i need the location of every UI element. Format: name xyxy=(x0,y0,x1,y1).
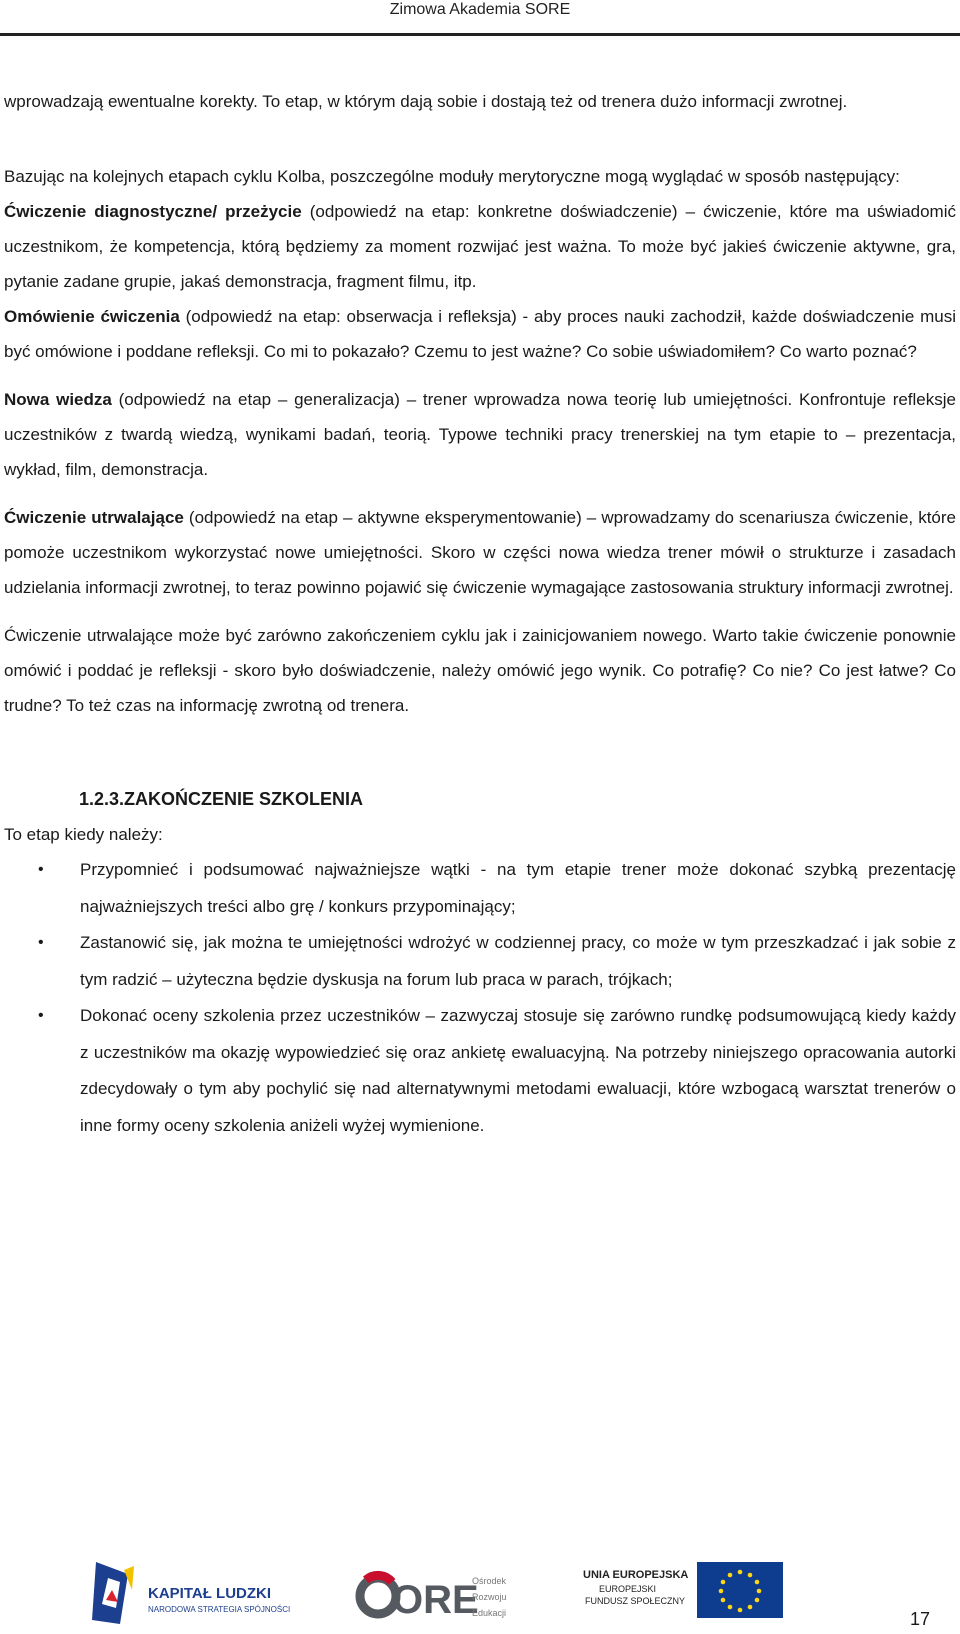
ore-logo xyxy=(352,1560,527,1630)
term-diagnostic-exercise: Ćwiczenie diagnostyczne/ przeżycie xyxy=(4,202,302,221)
footer-logos xyxy=(0,1560,960,1634)
bullet-icon: • xyxy=(38,934,44,951)
kapital-ludzki-subtitle: NARODOWA STRATEGIA SPÓJNOŚCI xyxy=(148,1605,291,1614)
ore-line-1: Ośrodek xyxy=(472,1576,507,1586)
paragraph-exercise-discussion xyxy=(4,299,956,369)
paragraph-consolidating-exercise xyxy=(4,500,956,605)
bullet-icon: • xyxy=(38,861,44,878)
term-exercise-discussion: Omówienie ćwiczenia xyxy=(4,307,180,326)
list-item: • Przypomnieć i podsumować najważniejsze wątki - na tym etapie trener może dokonać szybką prezentację najważniejszych treści albo grę / konkurs przypominający; xyxy=(4,852,956,925)
paragraph-diagnostic-exercise xyxy=(4,194,956,299)
eu-title: UNIA EUROPEJSKA xyxy=(583,1569,689,1581)
ore-line-3: Edukacji xyxy=(472,1608,507,1618)
term-new-knowledge: Nowa wiedza xyxy=(4,390,112,409)
ore-wordmark: ORE xyxy=(392,1578,479,1622)
desc-consolidating-exercise: (odpowiedź na etap – aktywne eksperymentowanie) – wprowadzamy do scenariusza ćwiczenie, które pomoże uczestnikom wykorzystać nowe umiejętności. Skoro w części nowa wiedza trener mówił o strukturze i zasadach udzielania informacji zwrotnej, to teraz powinno pojawić się ćwiczenie wymagające zastosowania struktury informacji zwrotnej. xyxy=(4,508,956,597)
paragraph-kolb-intro: Bazując na kolejnych etapach cyklu Kolba, poszczególne moduły merytoryczne mogą wyglądać w sposób następujący: xyxy=(4,167,900,186)
header-title: Zimowa Akademia SORE xyxy=(389,1,571,18)
eu-logo xyxy=(583,1560,793,1630)
list-item: • Zastanowić się, jak można te umiejętności wdrożyć w codziennej pracy, co może w tym przeszkadzać i jak sobie z tym radzić – użyteczna będzie dyskusja na forum lub praca w parach, trójkach; xyxy=(4,925,956,998)
page-header xyxy=(0,0,960,36)
closing-steps-list xyxy=(4,852,956,1144)
page-number: 17 xyxy=(909,1609,930,1629)
kapital-ludzki-logo xyxy=(90,1560,320,1630)
ore-line-2: Rozwoju xyxy=(472,1592,507,1602)
paragraph-consolidating-note: Ćwiczenie utrwalające może być zarówno zakończeniem cyklu jak i zainicjowaniem nowego. Warto takie ćwiczenie ponownie omówić i poddać je refleksji - skoro było doświadczenie, należy omówić jego wynik. Co potrafię? Co nie? Co jest łatwe? Co trudne? To też czas na informację zwrotną od trenera. xyxy=(4,626,956,715)
bullet-icon: • xyxy=(38,1007,44,1024)
desc-new-knowledge: (odpowiedź na etap – generalizacja) – trener wprowadza nowa teorię lub umiejętności. Konfrontuje refleksje uczestników z twardą wiedzą, wynikami badań, teorią. Typowe techniki pracy trenerskiej na tym etapie to – prezentacja, wykład, film, demonstracja. xyxy=(4,390,956,479)
section-intro: To etap kiedy należy: xyxy=(4,825,163,844)
kapital-ludzki-title: KAPITAŁ LUDZKI xyxy=(148,1585,272,1602)
eu-subtitle-1: EUROPEJSKI xyxy=(599,1584,657,1594)
desc-diagnostic-exercise: (odpowiedź na etap: konkretne doświadczenie) – ćwiczenie, które ma uświadomić uczestnikom, że kompetencja, którą będziemy za moment rozwijać jest ważna. To może być jakieś ćwiczenie aktywne, gra, pytanie zadane grupie, jakaś demonstracja, fragment filmu, itp. xyxy=(4,202,956,291)
paragraph-new-knowledge xyxy=(4,382,956,487)
list-item: • Dokonać oceny szkolenia przez uczestników – zazwyczaj stosuje się zarówno rundkę podsumowującą kiedy każdy z uczestników ma okazję wypowiedzieć się oraz ankietę ewaluacyjną. Na potrzeby niniejszego opracowania autorki zdecydowały o tym aby pochylić się nad alternatywnymi metodami ewaluacji, które wzbogacą warsztat trenerów o inne formy oceny szkolenia aniżeli wyżej wymienione. xyxy=(4,998,956,1144)
eu-subtitle-2: FUNDUSZ SPOŁECZNY xyxy=(585,1596,686,1606)
desc-exercise-discussion: (odpowiedź na etap: obserwacja i refleksja) - aby proces nauki zachodził, każde doświadczenie musi być omówione i poddane refleksji. Co mi to pokazało? Czemu to jest ważne? Co sobie uświadomiłem? Co warto poznać? xyxy=(4,307,956,361)
section-heading: 1.2.3.ZAKOŃCZENIE SZKOLENIA xyxy=(79,789,364,809)
term-consolidating-exercise: Ćwiczenie utrwalające xyxy=(4,508,184,527)
document-body xyxy=(4,84,956,1144)
paragraph-continuation: wprowadzają ewentualne korekty. To etap, w którym dają sobie i dostają też od trenera dużo informacji zwrotnej. xyxy=(4,92,848,111)
